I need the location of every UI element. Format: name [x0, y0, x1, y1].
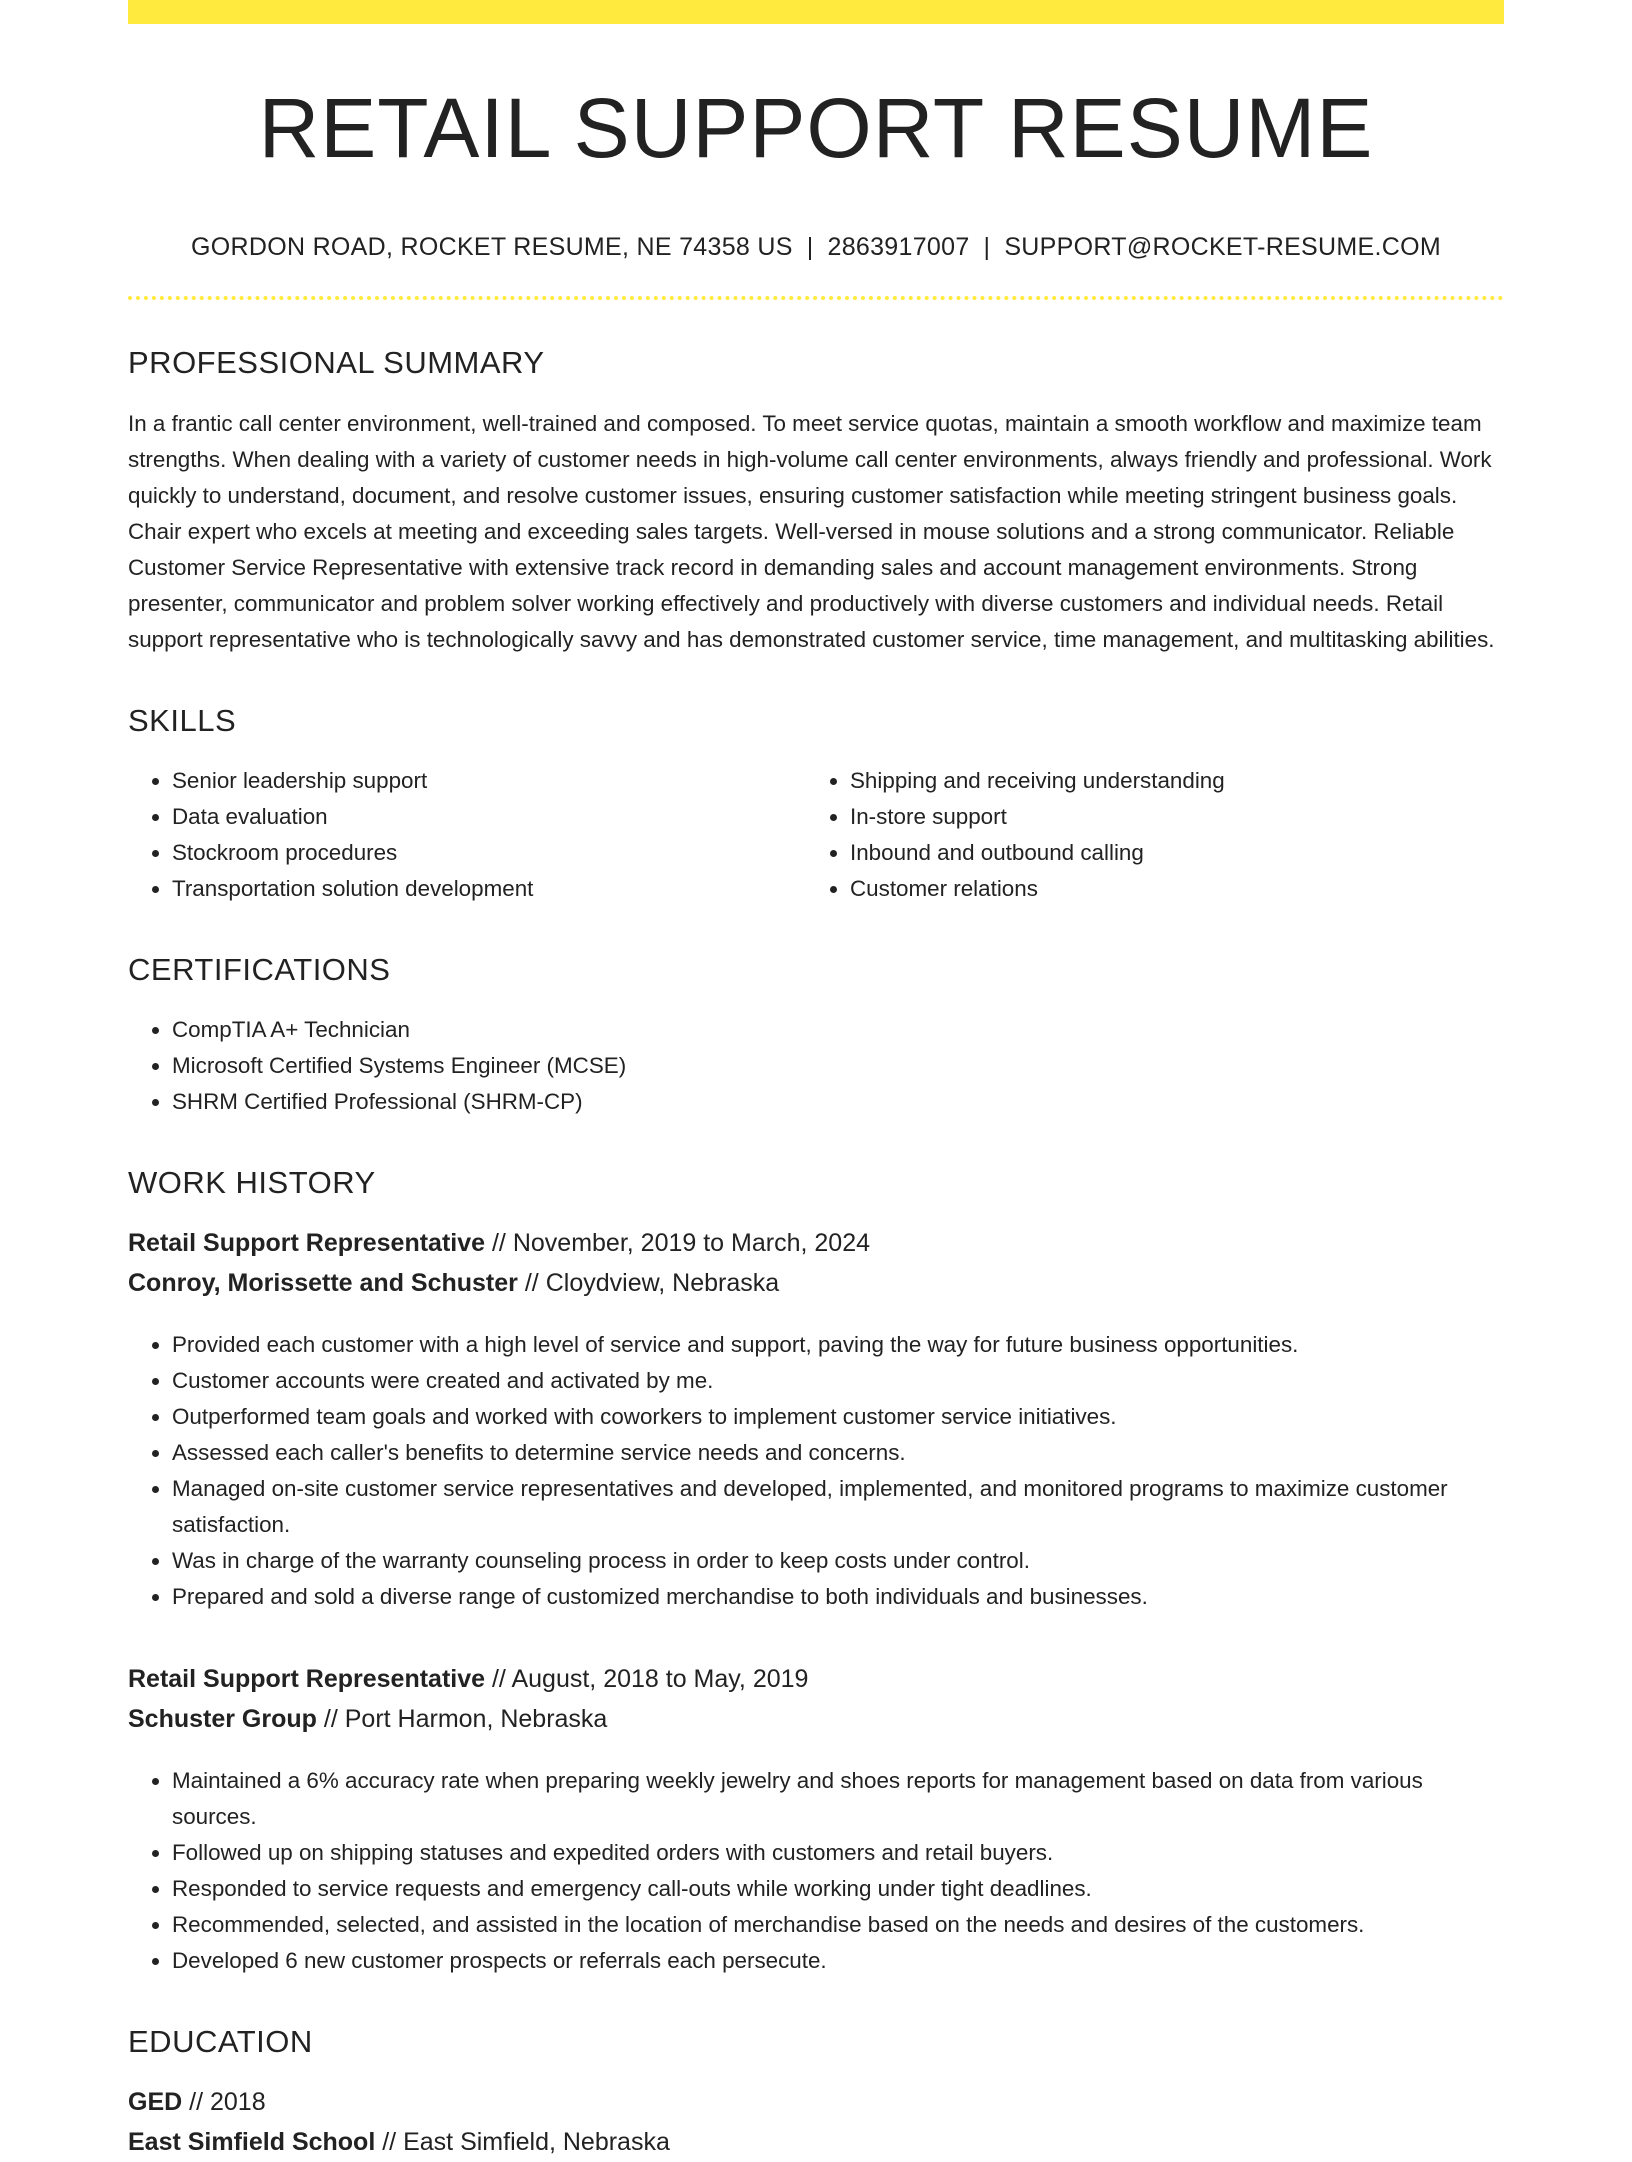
job-title-line	[128, 1659, 1504, 1699]
dotted-divider	[128, 296, 1504, 300]
job-bullet: • Was in charge of the warranty counseling process in order to keep costs under control.	[172, 1543, 1504, 1579]
resume-title: RETAIL SUPPORT RESUME	[258, 81, 1374, 175]
contact-address: GORDON ROAD, ROCKET RESUME, NE 74358 US	[191, 233, 793, 262]
field-separator: //	[524, 1269, 539, 1298]
job-bullet: • Followed up on shipping statuses and expedited orders with customers and retail buyers.	[172, 1835, 1504, 1871]
certification-item: • Microsoft Certified Systems Engineer (MCSE)	[172, 1048, 1504, 1084]
section-heading: PROFESSIONAL SUMMARY	[128, 345, 545, 381]
section-heading: CERTIFICATIONS	[128, 951, 391, 987]
job-bullets	[128, 1763, 1504, 1979]
job-bullet: • Developed 6 new customer prospects or referrals each persecute.	[172, 1943, 1504, 1979]
certification-item: • CompTIA A+ Technician	[172, 1012, 1504, 1048]
job-title: Retail Support Representative	[128, 1229, 486, 1258]
job-bullet: • Customer accounts were created and activated by me.	[172, 1363, 1504, 1399]
section-heading: SKILLS	[128, 702, 237, 738]
job-bullet: • Responded to service requests and emergency call-outs while working under tight deadlines.	[172, 1871, 1504, 1907]
skill-item: • Stockroom procedures	[172, 835, 806, 871]
section-heading: EDUCATION	[128, 2024, 313, 2060]
job-company: Conroy, Morissette and Schuster	[128, 1269, 518, 1298]
education-degree-line	[128, 2082, 1504, 2122]
job-dates: November, 2019 to March, 2024	[512, 1229, 870, 1258]
contact-phone: 2863917007	[827, 233, 970, 262]
job-bullet: • Managed on-site customer service representatives and developed, implemented, and monitored programs to maximize customer satisfaction.	[172, 1471, 1504, 1543]
job-company: Schuster Group	[128, 1705, 317, 1734]
certifications-list	[128, 1012, 1504, 1120]
job-location: Cloydview, Nebraska	[545, 1269, 780, 1298]
field-separator: //	[382, 2128, 397, 2157]
accent-top-bar	[128, 0, 1504, 24]
skills-section	[128, 702, 1504, 907]
job-dates: August, 2018 to May, 2019	[511, 1665, 809, 1694]
contact-line	[128, 232, 1504, 262]
field-separator: //	[323, 1705, 338, 1734]
job-bullet: • Recommended, selected, and assisted in the location of merchandise based on the needs and desires of the customers.	[172, 1907, 1504, 1943]
certification-item: • SHRM Certified Professional (SHRM-CP)	[172, 1084, 1504, 1120]
skills-list-right	[806, 763, 1484, 907]
skills-grid	[128, 739, 1504, 907]
summary-text: In a frantic call center environment, well-trained and composed. To meet service quotas, maintain a smooth workflow and maximize team strengths. When dealing with a variety of customer needs in high-volume call center environments, always friendly and professional. Work quickly to understand, document, and resolve customer issues, ensuring customer satisfaction while meeting stringent business goals. Chair expert who excels at meeting and exceeding sales targets. Well-versed in mouse solutions and a strong communicator. Reliable Customer Service Representative with extensive track record in demanding sales and account management environments. Strong presenter, communicator and problem solver working effectively and productively with diverse customers and individual needs. Retail support representative who is technologically savvy and has demonstrated customer service, time management, and multitasking abilities.	[128, 410, 1495, 652]
education-year: 2018	[210, 2088, 266, 2117]
field-separator: //	[491, 1665, 506, 1694]
education-school-line	[128, 2122, 1504, 2162]
education-location: East Simfield, Nebraska	[403, 2128, 670, 2157]
skill-item: • Transportation solution development	[172, 871, 806, 907]
job-entry	[128, 1223, 1504, 1615]
skill-item: • Shipping and receiving understanding	[850, 763, 1484, 799]
skill-item: • Data evaluation	[172, 799, 806, 835]
contact-email: SUPPORT@ROCKET-RESUME.COM	[1004, 233, 1441, 262]
professional-summary-section	[128, 344, 1504, 657]
job-bullet: • Provided each customer with a high level of service and support, paving the way for future business opportunities.	[172, 1327, 1504, 1363]
contact-separator: |	[806, 233, 814, 262]
job-location: Port Harmon, Nebraska	[344, 1705, 608, 1734]
skill-item: • Customer relations	[850, 871, 1484, 907]
skill-item: • Senior leadership support	[172, 763, 806, 799]
field-separator: //	[491, 1229, 506, 1258]
resume-page	[128, 0, 1504, 2162]
job-bullet: • Prepared and sold a diverse range of customized merchandise to both individuals and businesses.	[172, 1579, 1504, 1615]
job-title: Retail Support Representative	[128, 1665, 486, 1694]
education-section	[128, 2023, 1504, 2162]
job-title-line	[128, 1223, 1504, 1263]
skill-item: • In-store support	[850, 799, 1484, 835]
education-school: East Simfield School	[128, 2128, 376, 2157]
skills-list-left	[128, 763, 806, 907]
job-bullet: • Outperformed team goals and worked with coworkers to implement customer service initiatives.	[172, 1399, 1504, 1435]
certifications-section	[128, 951, 1504, 1120]
education-degree: GED	[128, 2088, 183, 2117]
section-heading: WORK HISTORY	[128, 1164, 376, 1200]
job-entry	[128, 1659, 1504, 1979]
job-company-line	[128, 1263, 1504, 1303]
work-history-section	[128, 1164, 1504, 1979]
job-bullets	[128, 1327, 1504, 1615]
job-company-line	[128, 1699, 1504, 1739]
contact-separator: |	[983, 233, 991, 262]
field-separator: //	[189, 2088, 204, 2117]
job-bullet: • Maintained a 6% accuracy rate when preparing weekly jewelry and shoes reports for management based on data from various sources.	[172, 1763, 1504, 1835]
skill-item: • Inbound and outbound calling	[850, 835, 1484, 871]
job-bullet: • Assessed each caller's benefits to determine service needs and concerns.	[172, 1435, 1504, 1471]
